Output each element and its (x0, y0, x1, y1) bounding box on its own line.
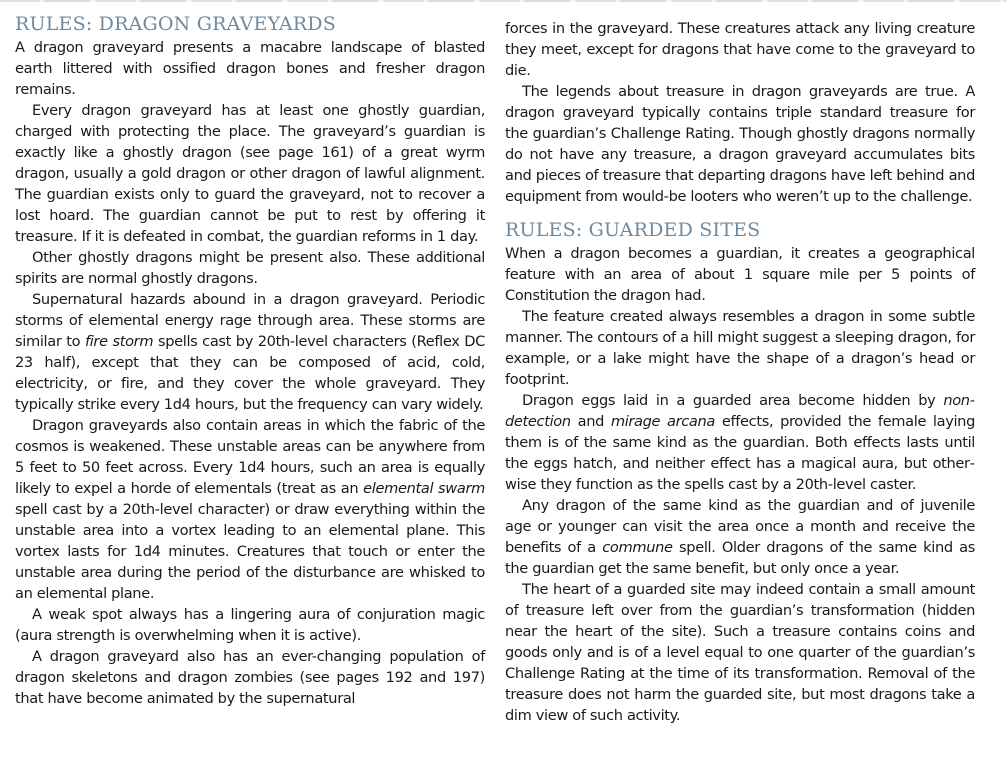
paragraph (505, 306, 975, 390)
paragraph (505, 243, 975, 306)
text-run: The feature created always resembles a dragon in some subtle manner. The contours of a hill might suggest a sleeping dragon, for example, or a lake might have the shape of a dragon’s head or footprint. (505, 308, 975, 388)
text-run: Other ghostly dragons might be present also. These additional spirits are normal ghostly dragons. (15, 249, 485, 287)
paragraph (15, 604, 485, 646)
text-run: forces in the graveyard. These creatures attack any living creature they meet, except for dragons that have come to the graveyard to die. (505, 20, 975, 79)
section-heading-dragon-graveyards: RULES: DRAGON GRAVEYARDS (15, 13, 336, 35)
paragraph (505, 495, 975, 579)
paragraph (505, 18, 975, 81)
italic-spell-name: mirage arcana (610, 413, 716, 430)
top-border-rule (0, 0, 1006, 2)
right-section-continuation (505, 18, 975, 207)
paragraph (15, 100, 485, 247)
left-column-body (15, 37, 485, 709)
paragraph (505, 579, 975, 726)
text-run: A dragon graveyard presents a macabre landscape of blasted earth littered with ossified dragon bones and fresher dragon remains. (15, 39, 485, 98)
section-heading-guarded-sites: RULES: GUARDED SITES (505, 219, 761, 241)
paragraph (15, 289, 485, 415)
paragraph (15, 247, 485, 289)
text-run: effects, provided the female laying them is of the same kind as the guardian. Both effects lasts until the eggs hatch, and neither effect has a magical aura, but otherwise they function as the spells cast by a 20th-level caster. (505, 413, 975, 493)
text-run: spell cast by a 20th-level character) or draw everything within the unstable area into a vortex leading to an elemental plane. This vortex lasts for 1d4 minutes. Creatures that touch or enter the unstable area during the period of the disturbance are whisked to an elemental plane. (15, 501, 485, 602)
guarded-sites-body (505, 243, 975, 726)
text-run: and (570, 413, 611, 430)
italic-spell-name: fire storm (84, 333, 154, 350)
left-column (15, 11, 485, 709)
text-run: A dragon graveyard also has an ever-changing population of dragon skeletons and dragon zombies (see pages 192 and 197) that have become animated by the supernatural (15, 648, 485, 707)
paragraph (505, 390, 975, 495)
text-run: The legends about treasure in dragon graveyards are true. A dragon graveyard typically contains triple standard treasure for the guardian’s Challenge Rating. Though ghostly dragons normally do not have any treasure, a dragon graveyard accumulates bits and pieces of treasure that departing dragons have left behind and equipment from would-be looters who weren’t up to the challenge. (505, 83, 975, 205)
italic-spell-name: nondetection (505, 392, 975, 430)
italic-spell-name: elemental swarm (363, 480, 486, 497)
paragraph (15, 37, 485, 100)
text-run: Dragon eggs laid in a guarded area become hidden by (522, 392, 944, 409)
right-section-guarded-sites (505, 217, 975, 726)
text-run: spells cast by 20th-level characters (Reflex DC 23 half), except that they can be composed of acid, cold, electricity, or fire, and they cover the whole graveyard. They typically strike every 1d4 hours, but the frequency can vary widely. (15, 333, 485, 413)
paragraph (15, 646, 485, 709)
text-run: The heart of a guarded site may indeed contain a small amount of treasure left over from the guardian’s transformation (hidden near the heart of the site). Such a treasure contains coins and goods only and is of a level equal to one quarter of the guardian’s Challenge Rating at the time of its transformation. Removal of the treasure does not harm the guarded site, but most dragons take a dim view of such activity. (505, 581, 975, 724)
text-run: Dragon graveyards also contain areas in which the fabric of the cosmos is weakened. These unstable areas can be anywhere from 5 feet to 50 feet across. Every 1d4 hours, such an area is equally likely to expel a horde of elementals (treat as an (15, 417, 485, 497)
text-run: Every dragon graveyard has at least one ghostly guardian, charged with protecting the place. The graveyard’s guardian is exactly like a ghostly dragon (see page 161) of a great wyrm dragon, usually a gold dragon or other dragon of lawful alignment. The guardian exists only to guard the graveyard, not to recover a lost hoard. The guardian cannot be put to rest by offering it treasure. If it is defeated in combat, the guardian reforms in 1 day. (15, 102, 485, 245)
text-run: A weak spot always has a lingering aura of conjuration magic (aura strength is overwhelming when it is active). (15, 606, 485, 644)
text-run: When a dragon becomes a guardian, it creates a geographical feature with an area of about 1 square mile per 5 points of Constitution the dragon had. (505, 245, 975, 304)
text-run: Supernatural hazards abound in a dragon graveyard. Periodic storms of elemental energy rage through area. These storms are similar to (15, 291, 485, 350)
paragraph (505, 81, 975, 207)
right-column (505, 18, 975, 726)
text-run: Any dragon of the same kind as the guardian and of juvenile age or younger can visit the area once a month and receive the benefits of a (505, 497, 975, 556)
italic-spell-name: commune (602, 539, 673, 556)
text-run: spell. Older dragons of the same kind as the guardian get the same benefit, but only once a year. (505, 539, 975, 577)
right-section-continuation-body (505, 18, 975, 207)
paragraph (15, 415, 485, 604)
